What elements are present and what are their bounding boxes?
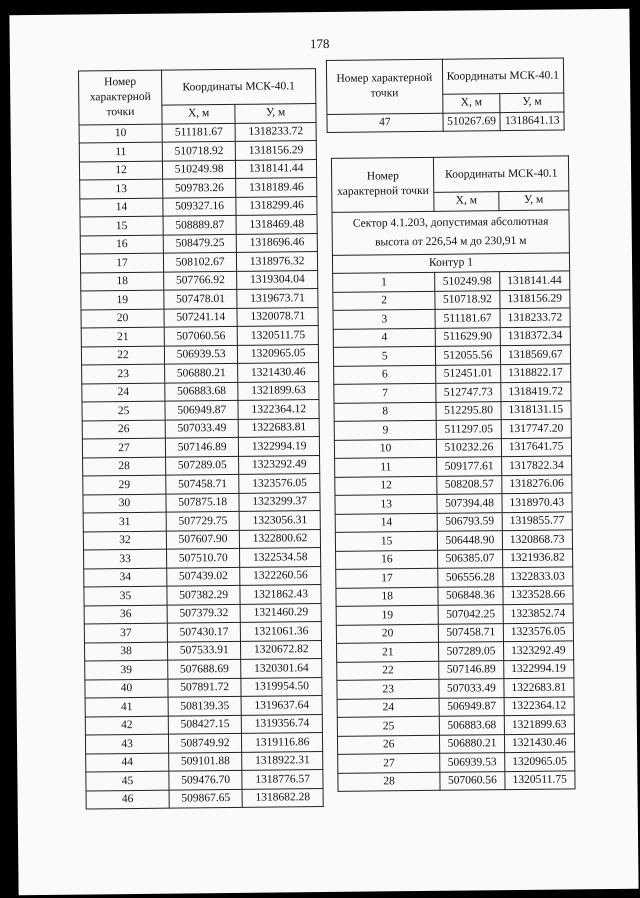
point-number-cell: 40 xyxy=(85,679,168,698)
x-coordinate-cell: 510249.98 xyxy=(435,272,499,291)
table-row xyxy=(338,752,575,773)
y-coordinate-cell: 1317822.34 xyxy=(501,456,572,475)
point-number-cell: 13 xyxy=(335,494,438,514)
table-row xyxy=(83,474,320,495)
point-number-cell: 27 xyxy=(338,753,441,773)
point-number-cell: 8 xyxy=(334,402,437,422)
y-coordinate-cell: 1319673.71 xyxy=(237,289,318,308)
point-number-cell: 26 xyxy=(337,735,440,755)
x-coordinate-cell: 510249.98 xyxy=(162,160,236,179)
x-coordinate-cell: 511629.90 xyxy=(436,327,500,346)
x-coordinate-cell: 507607.90 xyxy=(166,530,240,549)
y-coordinate-cell: 1320965.05 xyxy=(504,752,575,771)
y-coordinate-cell: 1319855.77 xyxy=(502,511,573,530)
header-x: X, м xyxy=(434,192,498,211)
point-number-cell: 44 xyxy=(86,753,169,772)
y-coordinate-cell: 1322683.81 xyxy=(503,678,574,697)
header-x: X, м xyxy=(442,94,500,113)
point-number-cell: 41 xyxy=(85,697,168,716)
y-coordinate-cell: 1318156.29 xyxy=(499,289,570,308)
y-coordinate-cell: 1321460.29 xyxy=(240,603,321,622)
point-number-cell: 16 xyxy=(336,550,439,570)
point-number-cell: 7 xyxy=(334,383,437,403)
table-row xyxy=(85,659,322,680)
y-coordinate-cell: 1323528.66 xyxy=(502,585,573,604)
x-coordinate-cell: 507033.49 xyxy=(165,419,239,438)
x-coordinate-cell: 509476.70 xyxy=(169,770,243,789)
table-row xyxy=(80,178,317,199)
x-coordinate-cell: 507430.17 xyxy=(167,622,241,641)
x-coordinate-cell: 507033.49 xyxy=(439,679,503,698)
point-number-cell: 37 xyxy=(84,623,167,642)
x-coordinate-cell: 511181.67 xyxy=(162,123,236,142)
y-coordinate-cell: 1319637.64 xyxy=(241,696,322,715)
y-coordinate-cell: 1319356.74 xyxy=(242,714,323,733)
x-coordinate-cell: 511181.67 xyxy=(435,309,499,328)
y-coordinate-cell: 1318276.06 xyxy=(501,474,572,493)
y-coordinate-cell: 1319116.86 xyxy=(242,733,323,752)
y-coordinate-cell: 1318696.46 xyxy=(237,233,318,252)
point-number-cell: 34 xyxy=(84,568,167,587)
x-coordinate-cell: 507688.69 xyxy=(168,659,242,678)
y-coordinate-cell: 1322534.58 xyxy=(240,548,321,567)
table-row xyxy=(337,733,574,754)
table-row xyxy=(335,493,572,514)
document-page xyxy=(9,9,638,895)
point-number-cell: 3 xyxy=(333,309,436,329)
table-row xyxy=(85,733,322,754)
point-number-cell: 15 xyxy=(80,216,163,235)
y-coordinate-cell: 1322364.12 xyxy=(504,696,575,715)
point-number-cell: 10 xyxy=(79,124,162,143)
header-y: У, м xyxy=(500,93,564,112)
table-row xyxy=(337,641,574,662)
point-number-cell: 18 xyxy=(336,587,439,607)
y-coordinate-cell: 1318469.48 xyxy=(236,215,317,234)
y-coordinate-cell: 1320965.05 xyxy=(238,344,319,363)
x-coordinate-cell: 506939.53 xyxy=(164,345,238,364)
header-coordinates: Координаты МСК-40.1 xyxy=(161,69,315,106)
x-coordinate-cell: 507042.25 xyxy=(439,605,503,624)
x-coordinate-cell: 510718.92 xyxy=(162,141,236,160)
header-coordinates: Координаты МСК-40.1 xyxy=(442,58,564,94)
y-coordinate-cell: 1322994.19 xyxy=(503,659,574,678)
x-coordinate-cell: 509177.61 xyxy=(437,457,501,476)
table-row xyxy=(86,770,323,791)
table-row xyxy=(84,622,321,643)
y-coordinate-cell: 1318233.72 xyxy=(500,308,571,327)
x-coordinate-cell: 507875.18 xyxy=(166,493,240,512)
point-number-cell: 15 xyxy=(335,531,438,551)
table-row xyxy=(335,511,572,532)
y-coordinate-cell: 1321899.63 xyxy=(504,715,575,734)
x-coordinate-cell: 512055.56 xyxy=(436,346,500,365)
x-coordinate-cell: 506949.87 xyxy=(165,400,239,419)
table-row xyxy=(79,159,316,180)
x-coordinate-cell: 508208.57 xyxy=(437,475,501,494)
x-coordinate-cell: 507289.05 xyxy=(439,642,503,661)
table-row xyxy=(81,326,318,347)
y-coordinate-cell: 1321061.36 xyxy=(241,622,322,641)
point-number-cell: 19 xyxy=(336,605,439,625)
point-number-cell: 43 xyxy=(85,734,168,753)
y-coordinate-cell: 1323576.05 xyxy=(503,622,574,641)
x-coordinate-cell: 507146.89 xyxy=(165,437,239,456)
y-coordinate-cell: 1318131.15 xyxy=(500,400,571,419)
table-row xyxy=(83,455,320,476)
table-row xyxy=(83,511,320,532)
table-row xyxy=(81,344,318,365)
table-row xyxy=(80,196,317,217)
x-coordinate-cell: 506385.07 xyxy=(438,549,502,568)
point-number-cell: 14 xyxy=(80,198,163,217)
right-table-body xyxy=(333,271,575,791)
table-row xyxy=(334,382,571,403)
table-row xyxy=(79,122,316,143)
contour-title: Контур 1 xyxy=(332,252,569,273)
table-row xyxy=(336,548,573,569)
point-number-cell: 6 xyxy=(334,365,437,385)
table-row xyxy=(333,308,570,329)
point-number-cell: 12 xyxy=(79,161,162,180)
y-coordinate-cell: 1319954.50 xyxy=(241,677,322,696)
x-coordinate-cell: 506939.53 xyxy=(440,753,504,772)
table-row xyxy=(79,141,316,162)
table-row xyxy=(85,714,322,735)
point-number-cell: 47 xyxy=(327,113,443,133)
y-coordinate-cell: 1320078.71 xyxy=(237,307,318,326)
point-number-cell: 9 xyxy=(334,420,437,440)
table-row xyxy=(337,715,574,736)
x-coordinate-cell: 507060.56 xyxy=(164,326,238,345)
point-number-cell: 22 xyxy=(81,346,164,365)
y-coordinate-cell: 1318970.43 xyxy=(501,493,572,512)
point-number-cell: 20 xyxy=(81,309,164,328)
point-number-cell: 39 xyxy=(85,660,168,679)
point-number-cell: 28 xyxy=(83,457,166,476)
table-row xyxy=(84,585,321,606)
x-coordinate-cell: 506793.59 xyxy=(438,512,502,531)
table-row xyxy=(83,492,320,513)
x-coordinate-cell: 506556.28 xyxy=(438,568,502,587)
x-coordinate-cell: 506880.21 xyxy=(440,734,504,753)
y-coordinate-cell: 1322994.19 xyxy=(239,437,320,456)
table-row xyxy=(335,530,572,551)
y-coordinate-cell: 1318141.44 xyxy=(236,159,317,178)
table-row xyxy=(84,603,321,624)
point-number-cell: 11 xyxy=(335,457,438,477)
table-row xyxy=(327,111,564,132)
table-row xyxy=(82,363,319,384)
x-coordinate-cell: 507146.89 xyxy=(439,660,503,679)
point-number-cell: 18 xyxy=(81,272,164,291)
y-coordinate-cell: 1317747.20 xyxy=(501,419,572,438)
table-row xyxy=(81,270,318,291)
table-row xyxy=(84,548,321,569)
x-coordinate-cell: 509327.16 xyxy=(163,197,237,216)
point-number-cell: 23 xyxy=(82,364,165,383)
x-coordinate-cell: 507379.32 xyxy=(167,604,241,623)
y-coordinate-cell: 1323292.49 xyxy=(239,455,320,474)
point-number-cell: 23 xyxy=(337,679,440,699)
y-coordinate-cell: 1318976.32 xyxy=(237,252,318,271)
y-coordinate-cell: 1321430.46 xyxy=(238,363,319,382)
point-number-cell: 32 xyxy=(83,531,166,550)
table-row xyxy=(86,751,323,772)
point-number-cell: 36 xyxy=(84,605,167,624)
table-row xyxy=(80,215,317,236)
table-row xyxy=(80,252,317,273)
table-row xyxy=(80,233,317,254)
point-number-cell: 10 xyxy=(334,439,437,459)
table-row xyxy=(337,659,574,680)
point-number-cell: 17 xyxy=(336,568,439,588)
x-coordinate-cell: 510232.26 xyxy=(437,438,501,457)
point-number-cell: 12 xyxy=(335,476,438,496)
x-coordinate-cell: 507766.92 xyxy=(164,271,238,290)
y-coordinate-cell: 1322833.03 xyxy=(502,567,573,586)
x-coordinate-cell: 507478.01 xyxy=(164,289,238,308)
y-coordinate-cell: 1323056.31 xyxy=(239,511,320,530)
y-coordinate-cell: 1323292.49 xyxy=(503,641,574,660)
y-coordinate-cell: 1319304.04 xyxy=(237,270,318,289)
table-row xyxy=(82,381,319,402)
header-point-number: Номер характерной точки xyxy=(331,157,434,212)
x-coordinate-cell: 507439.02 xyxy=(167,567,241,586)
x-coordinate-cell: 507458.71 xyxy=(166,474,240,493)
table-row xyxy=(333,271,570,292)
y-coordinate-cell: 1321862.43 xyxy=(240,585,321,604)
y-coordinate-cell: 1318189.46 xyxy=(236,178,317,197)
table-row xyxy=(333,345,570,366)
header-coordinates: Координаты МСК-40.1 xyxy=(434,156,569,192)
y-coordinate-cell: 1318299.46 xyxy=(236,196,317,215)
table-row xyxy=(336,585,573,606)
y-coordinate-cell: 1322800.62 xyxy=(240,529,321,548)
point-number-cell: 25 xyxy=(337,716,440,736)
y-coordinate-cell: 1318419.72 xyxy=(500,382,571,401)
x-coordinate-cell: 507729.75 xyxy=(166,511,240,530)
table-row xyxy=(337,696,574,717)
x-coordinate-cell: 507533.91 xyxy=(167,641,241,660)
point-number-cell: 38 xyxy=(84,642,167,661)
header-y: У, м xyxy=(235,104,316,123)
point-number-cell: 24 xyxy=(337,698,440,718)
x-coordinate-cell: 509783.26 xyxy=(163,178,237,197)
y-coordinate-cell: 1318776.57 xyxy=(242,770,323,789)
table-row xyxy=(334,419,571,440)
x-coordinate-cell: 508139.35 xyxy=(168,696,242,715)
x-coordinate-cell: 507394.48 xyxy=(437,494,501,513)
y-coordinate-cell: 1322364.12 xyxy=(238,400,319,419)
point-number-cell: 29 xyxy=(83,475,166,494)
x-coordinate-cell: 510718.92 xyxy=(435,290,499,309)
x-coordinate-cell: 511297.05 xyxy=(437,420,501,439)
x-coordinate-cell: 512295.80 xyxy=(436,401,500,420)
table-row xyxy=(336,567,573,588)
x-coordinate-cell: 508479.25 xyxy=(163,234,237,253)
table-row xyxy=(85,696,322,717)
coordinates-table-right-top xyxy=(326,57,565,132)
header-x: X, м xyxy=(162,104,236,123)
table-row xyxy=(333,326,570,347)
y-coordinate-cell: 1318569.67 xyxy=(500,345,571,364)
table-row xyxy=(85,677,322,698)
table-row xyxy=(334,437,571,458)
table-row xyxy=(81,289,318,310)
point-number-cell: 16 xyxy=(80,235,163,254)
table-row xyxy=(333,289,570,310)
section-title: Сектор 4.1.203, допустимая абсолютная высота от 226,54 м до 230,91 м xyxy=(332,209,569,254)
y-coordinate-cell: 1318641.13 xyxy=(500,111,564,130)
y-coordinate-cell: 1318233.72 xyxy=(235,122,316,141)
y-coordinate-cell: 1323576.05 xyxy=(239,474,320,493)
y-coordinate-cell: 1318922.31 xyxy=(242,751,323,770)
table-row xyxy=(84,640,321,661)
point-number-cell: 21 xyxy=(337,642,440,662)
point-number-cell: 33 xyxy=(84,549,167,568)
point-number-cell: 11 xyxy=(79,142,162,161)
y-coordinate-cell: 1318682.28 xyxy=(242,788,323,807)
point-number-cell: 28 xyxy=(338,772,441,792)
point-number-cell: 17 xyxy=(80,253,163,272)
point-number-cell: 24 xyxy=(82,383,165,402)
page-number: 178 xyxy=(309,35,330,52)
table-row xyxy=(84,566,321,587)
x-coordinate-cell: 506883.68 xyxy=(440,716,504,735)
left-table-body xyxy=(79,122,323,809)
y-coordinate-cell: 1320672.82 xyxy=(241,640,322,659)
table-row xyxy=(82,437,319,458)
y-coordinate-cell: 1318372.34 xyxy=(500,326,571,345)
y-coordinate-cell: 1320868.73 xyxy=(502,530,573,549)
x-coordinate-cell: 506883.68 xyxy=(165,382,239,401)
header-point-number: Номер характерной точки xyxy=(326,59,442,114)
y-coordinate-cell: 1318156.29 xyxy=(236,141,317,160)
y-coordinate-cell: 1320301.64 xyxy=(241,659,322,678)
x-coordinate-cell: 507382.29 xyxy=(167,585,241,604)
y-coordinate-cell: 1321936.82 xyxy=(502,548,573,567)
x-coordinate-cell: 509101.88 xyxy=(169,752,243,771)
x-coordinate-cell: 506448.90 xyxy=(438,531,502,550)
y-coordinate-cell: 1323299.37 xyxy=(239,492,320,511)
header-y: У, м xyxy=(498,191,569,210)
point-number-cell: 31 xyxy=(83,512,166,531)
x-coordinate-cell: 508427.15 xyxy=(168,715,242,734)
x-coordinate-cell: 512747.73 xyxy=(436,383,500,402)
coordinates-table-left xyxy=(78,68,324,809)
y-coordinate-cell: 1320511.75 xyxy=(504,770,575,789)
table-row xyxy=(82,400,319,421)
x-coordinate-cell: 507510.70 xyxy=(167,548,241,567)
x-coordinate-cell: 507060.56 xyxy=(440,771,504,790)
point-number-cell: 35 xyxy=(84,586,167,605)
table-row xyxy=(336,622,573,643)
x-coordinate-cell: 507289.05 xyxy=(166,456,240,475)
x-coordinate-cell: 509867.65 xyxy=(169,789,243,808)
x-coordinate-cell: 506949.87 xyxy=(439,697,503,716)
point-number-cell: 30 xyxy=(83,494,166,513)
x-coordinate-cell: 512451.01 xyxy=(436,364,500,383)
y-coordinate-cell: 1321430.46 xyxy=(504,733,575,752)
header-point-number: Номер характерной точки xyxy=(78,70,162,124)
point-number-cell: 42 xyxy=(85,716,168,735)
x-coordinate-cell: 508749.92 xyxy=(168,733,242,752)
point-number-cell: 19 xyxy=(81,290,164,309)
y-coordinate-cell: 1317641.75 xyxy=(501,437,572,456)
x-coordinate-cell: 508102.67 xyxy=(163,252,237,271)
table-row xyxy=(334,400,571,421)
table-row xyxy=(337,678,574,699)
point-number-cell: 25 xyxy=(82,401,165,420)
table-row xyxy=(335,456,572,477)
table-row xyxy=(83,529,320,550)
x-coordinate-cell: 508889.87 xyxy=(163,215,237,234)
table-row xyxy=(81,307,318,328)
y-coordinate-cell: 1322260.56 xyxy=(240,566,321,585)
point-number-cell: 46 xyxy=(86,790,169,809)
y-coordinate-cell: 1318141.44 xyxy=(499,271,570,290)
table-row xyxy=(334,363,571,384)
right-top-table-body xyxy=(327,111,564,132)
table-row xyxy=(86,788,323,809)
y-coordinate-cell: 1320511.75 xyxy=(238,326,319,345)
point-number-cell: 20 xyxy=(336,624,439,644)
x-coordinate-cell: 507891.72 xyxy=(168,678,242,697)
y-coordinate-cell: 1323852.74 xyxy=(503,604,574,623)
x-coordinate-cell: 507241.14 xyxy=(164,308,238,327)
y-coordinate-cell: 1321899.63 xyxy=(238,381,319,400)
table-row xyxy=(336,604,573,625)
x-coordinate-cell: 506848.36 xyxy=(438,586,502,605)
table-row xyxy=(335,474,572,495)
point-number-cell: 1 xyxy=(333,272,436,292)
x-coordinate-cell: 506880.21 xyxy=(165,363,239,382)
table-row xyxy=(82,418,319,439)
x-coordinate-cell: 510267.69 xyxy=(442,112,500,131)
point-number-cell: 14 xyxy=(335,513,438,533)
point-number-cell: 2 xyxy=(333,291,436,311)
point-number-cell: 26 xyxy=(82,420,165,439)
y-coordinate-cell: 1318822.17 xyxy=(500,363,571,382)
coordinates-table-right-main xyxy=(331,155,576,791)
point-number-cell: 5 xyxy=(333,346,436,366)
table-row xyxy=(338,770,575,791)
point-number-cell: 13 xyxy=(80,179,163,198)
x-coordinate-cell: 507458.71 xyxy=(439,623,503,642)
point-number-cell: 4 xyxy=(333,328,436,348)
point-number-cell: 27 xyxy=(82,438,165,457)
y-coordinate-cell: 1322683.81 xyxy=(238,418,319,437)
point-number-cell: 22 xyxy=(337,661,440,681)
point-number-cell: 45 xyxy=(86,771,169,790)
point-number-cell: 21 xyxy=(81,327,164,346)
